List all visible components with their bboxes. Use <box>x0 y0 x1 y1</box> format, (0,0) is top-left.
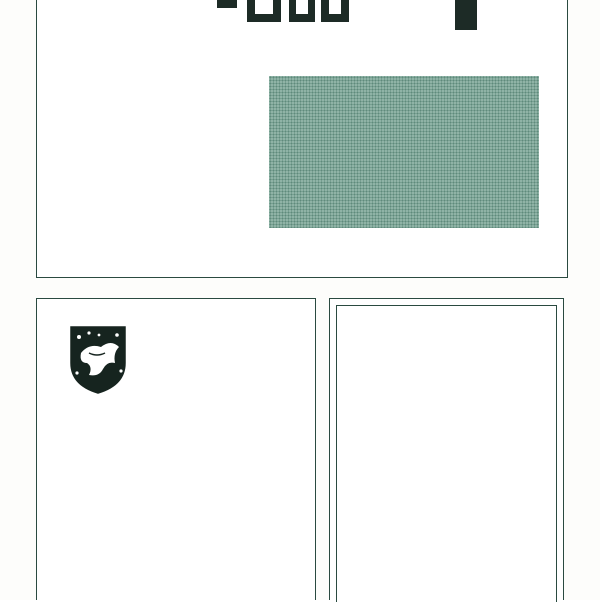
masthead-inner-frame <box>336 305 557 602</box>
civil-registry-box <box>36 298 316 600</box>
masthead-box <box>329 298 564 600</box>
sri-advertisement <box>36 0 568 278</box>
carini-emblem-icon <box>59 323 137 395</box>
sri-logo <box>217 0 562 30</box>
slogan-panel <box>269 76 539 228</box>
